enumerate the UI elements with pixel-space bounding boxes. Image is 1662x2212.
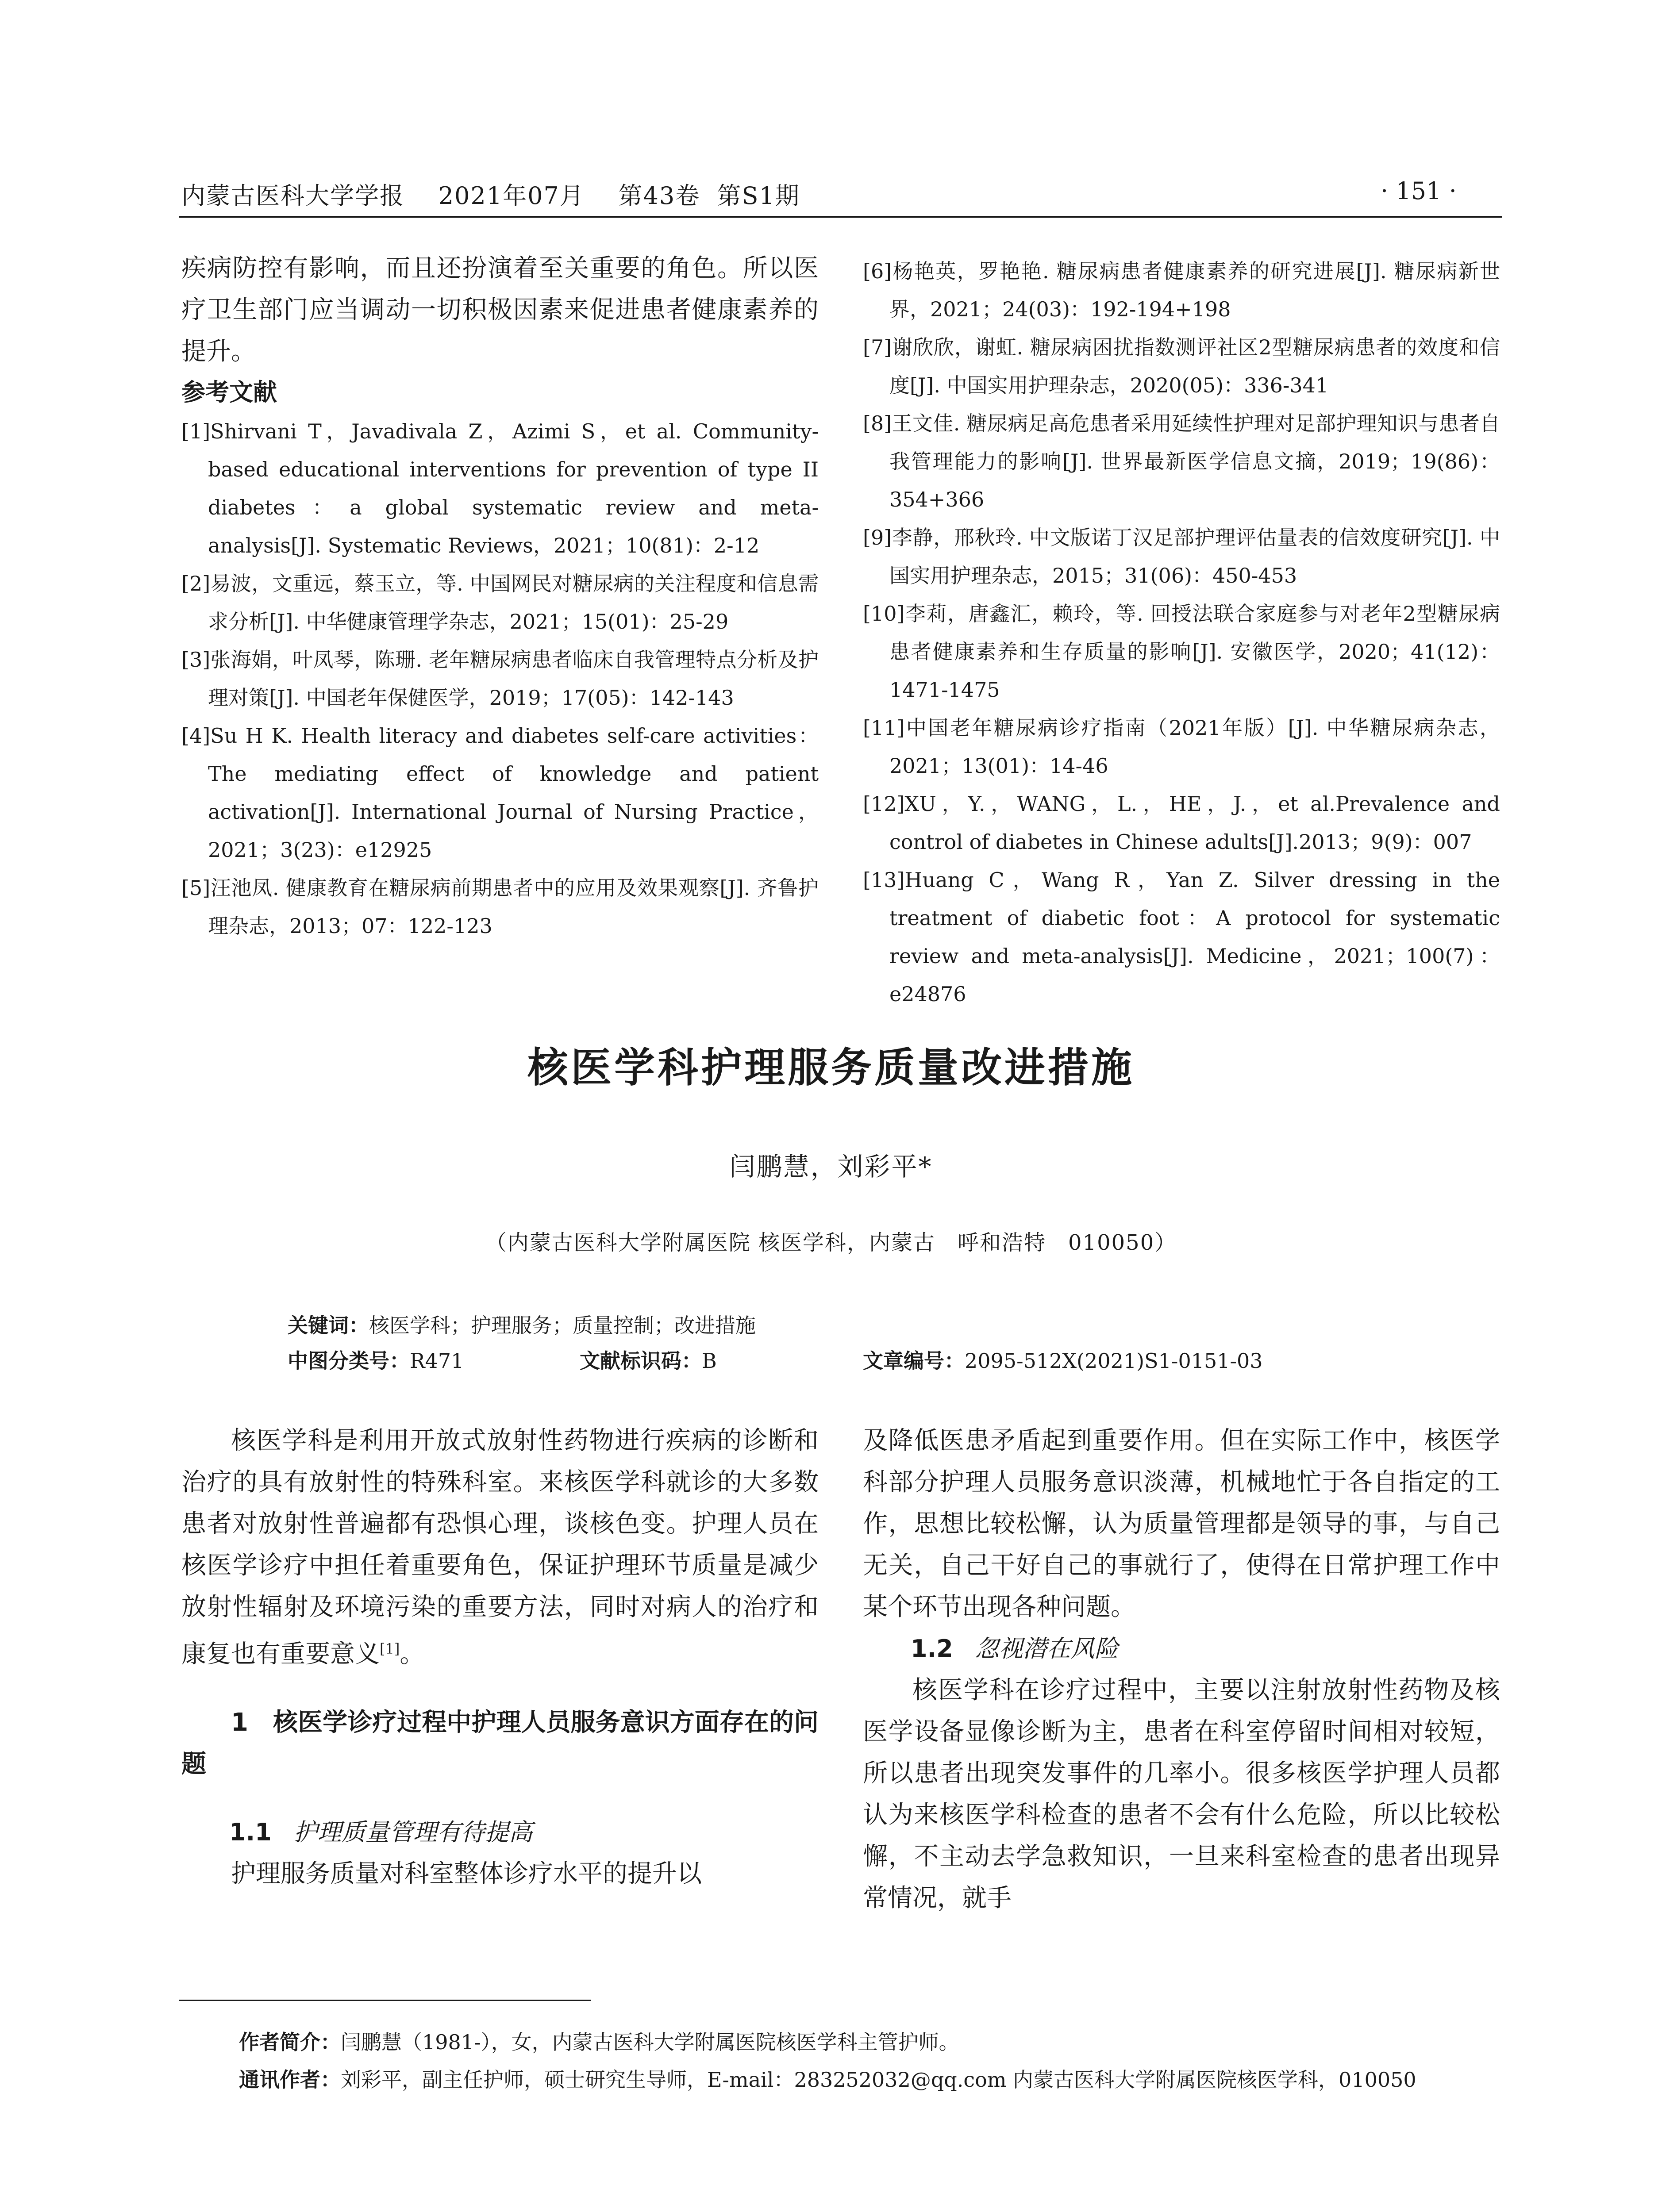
continued-paragraph: 及降低医患矛盾起到重要作用。但在实际工作中，核医学科部分护理人员服务意识淡薄，机械地忙于各自指定的工作，思想比较松懈，认为质量管理都是领导的事，与自己无关，自己干好自己的事就行了，使得在日常护理工作中某个环节出现各种问题。 bbox=[863, 1426, 1500, 1621]
reference-item: [9]李静，邢秋玲. 中文版诺丁汉足部护理评估量表的信效度研究[J]. 中国实用护理杂志，2015；31(06)：450-453 bbox=[863, 526, 1500, 588]
issue: 第S1期 bbox=[717, 182, 800, 210]
article-right-column bbox=[863, 1420, 1500, 1919]
article-no: 2095-512X(2021)S1-0151-03 bbox=[965, 1349, 1263, 1373]
reference-item: [3]张海娟，叶凤琴，陈珊. 老年糖尿病患者临床自我管理特点分析及护理对策[J]. 中国老年保健医学，2019；17(05)：142-143 bbox=[181, 648, 819, 710]
references-list-left bbox=[181, 412, 819, 945]
article-no-line bbox=[863, 1345, 1263, 1374]
article-authors: 闫鹏慧，刘彩平* bbox=[729, 1152, 933, 1182]
reference-item: [11]中国老年糖尿病诊疗指南（2021年版）[J]. 中华糖尿病杂志，2021；13(01)：14-46 bbox=[863, 716, 1500, 778]
reference-item: [2]易波，文重远，蔡玉立，等. 中国网民对糖尿病的关注程度和信息需求分析[J]. 中华健康管理学杂志，2021；15(01)：25-29 bbox=[181, 572, 819, 634]
section-1-1-text: 护理服务质量对科室整体诊疗水平的提升以 bbox=[231, 1859, 702, 1888]
journal-name: 内蒙古医科大学学报 bbox=[181, 182, 404, 210]
reference-item: [6]杨艳英，罗艳艳. 糖尿病患者健康素养的研究进展[J]. 糖尿病新世界，2021；24(03)：192-194+198 bbox=[863, 259, 1500, 321]
reference-item: [8]王文佳. 糖尿病足高危患者采用延续性护理对足部护理知识与患者自我管理能力的影响[J]. 世界最新医学信息文摘，2019；19(86)：354+366 bbox=[863, 411, 1500, 511]
citation: [1] bbox=[380, 1640, 400, 1657]
reference-item: [7]谢欣欣，谢虹. 糖尿病困扰指数测评社区2型糖尿病患者的效度和信度[J]. 中国实用护理杂志，2020(05)：336-341 bbox=[863, 335, 1500, 397]
clc-label: 中图分类号： bbox=[288, 1349, 410, 1373]
reference-item: [1]Shirvani T，Javadivala Z，Azimi S，et al. Community-based educational interventions for prevention of type II diabetes：a global systematic review and meta- analysis[J]. Systematic Reviews，2021；10(81)：2-12 bbox=[181, 419, 819, 557]
section-1-2-heading: 1.2 忽视潜在风险 bbox=[911, 1635, 1119, 1663]
prev-closing-paragraph: 疾病防控有影响，而且还扮演着至关重要的角色。所以医疗卫生部门应当调动一切积极因素来促进患者健康素养的提升。 bbox=[181, 254, 819, 366]
keywords-line bbox=[288, 1310, 756, 1339]
footnote-rule bbox=[179, 2000, 591, 2001]
reference-item: [13]Huang C，Wang R，Yan Z. Silver dressing in the treatment of diabetic foot：A protocol for systematic review and meta-analysis[J]. Medicine，2021；100(7)：e24876 bbox=[863, 868, 1500, 1006]
keywords: 核医学科；护理服务；质量控制；改进措施 bbox=[369, 1313, 756, 1337]
clc-line bbox=[288, 1345, 464, 1374]
references-list-right bbox=[863, 252, 1500, 1013]
running-header bbox=[181, 177, 800, 211]
issue-date: 2021年07月 bbox=[438, 182, 585, 210]
article-affiliation: （内蒙古医科大学附属医院 核医学科，内蒙古 呼和浩特 010050） bbox=[485, 1230, 1177, 1255]
article-title: 核医学科护理服务质量改进措施 bbox=[527, 1044, 1135, 1091]
header-rule bbox=[179, 216, 1502, 218]
section-1-1-heading: 1.1 护理质量管理有待提高 bbox=[229, 1818, 533, 1846]
reference-item: [10]李莉，唐鑫汇，赖玲，等. 回授法联合家庭参与对老年2型糖尿病患者健康素养和生存质量的影响[J]. 安徽医学，2020；41(12)：1471-1475 bbox=[863, 602, 1500, 702]
author-note-text: 闫鹏慧（1981-），女，内蒙古医科大学附属医院核医学科主管护师。 bbox=[341, 2030, 959, 2054]
author-note bbox=[239, 2026, 959, 2055]
corresponding-author-note bbox=[239, 2064, 1416, 2093]
doc-code-label: 文献标识码： bbox=[580, 1349, 702, 1373]
section-1-heading: 1 核医学诊疗过程中护理人员服务意识方面存在的问题 bbox=[181, 1708, 819, 1778]
article-no-label: 文章编号： bbox=[863, 1349, 965, 1373]
references-title: 参考文献 bbox=[181, 378, 277, 406]
author-note-label: 作者简介： bbox=[239, 2030, 341, 2054]
doc-code-line bbox=[580, 1345, 717, 1374]
corresponding-label: 通讯作者： bbox=[239, 2068, 341, 2092]
intro-paragraph: 核医学科是利用开放式放射性药物进行疾病的诊断和治疗的具有放射性的特殊科室。来核医学科就诊的大多数患者对放射性普遍都有恐惧心理，谈核色变。护理人员在核医学诊疗中担任着重要角色，保证护理环节质量是减少放射性辐射及环境污染的重要方法，同时对病人的治疗和康复也有重要意义[1]。 bbox=[181, 1426, 819, 1669]
doc-code: B bbox=[702, 1349, 717, 1373]
keywords-label: 关键词： bbox=[288, 1313, 369, 1337]
prev-article-left-column bbox=[181, 248, 819, 945]
volume: 第43卷 bbox=[618, 182, 700, 210]
corresponding-text: 刘彩平，副主任护师，硕士研究生导师，E-mail：283252032@qq.com 内蒙古医科大学附属医院核医学科，010050 bbox=[341, 2068, 1416, 2092]
section-1-2-text: 核医学科在诊疗过程中，主要以注射放射性药物及核医学设备显像诊断为主，患者在科室停留时间相对较短，所以患者出现突发事件的几率小。很多核医学护理人员都认为来核医学科检查的患者不会有什么危险，所以比较松懈，不主动去学急救知识，一旦来科室检查的患者出现异常情况，就手 bbox=[863, 1676, 1500, 1912]
prev-article-right-column bbox=[863, 252, 1500, 1013]
reference-item: [5]汪池凤. 健康教育在糖尿病前期患者中的应用及效果观察[J]. 齐鲁护理杂志，2013；07：122-123 bbox=[181, 876, 819, 938]
reference-item: [4]Su H K. Health literacy and diabetes self-care activities：The mediating effect of knowledge and patient activation[J]. International Journal of Nursing Practice，2021；3(23)：e12925 bbox=[181, 724, 819, 862]
clc-code: R471 bbox=[410, 1349, 464, 1373]
article-left-column bbox=[181, 1420, 819, 1895]
reference-item: [12]XU，Y.，WANG，L.，HE，J.，et al.Prevalence and control of diabetes in Chinese adults[J].2013；9(9)：007 bbox=[863, 792, 1500, 854]
page-number: · 151 · bbox=[1381, 177, 1457, 205]
